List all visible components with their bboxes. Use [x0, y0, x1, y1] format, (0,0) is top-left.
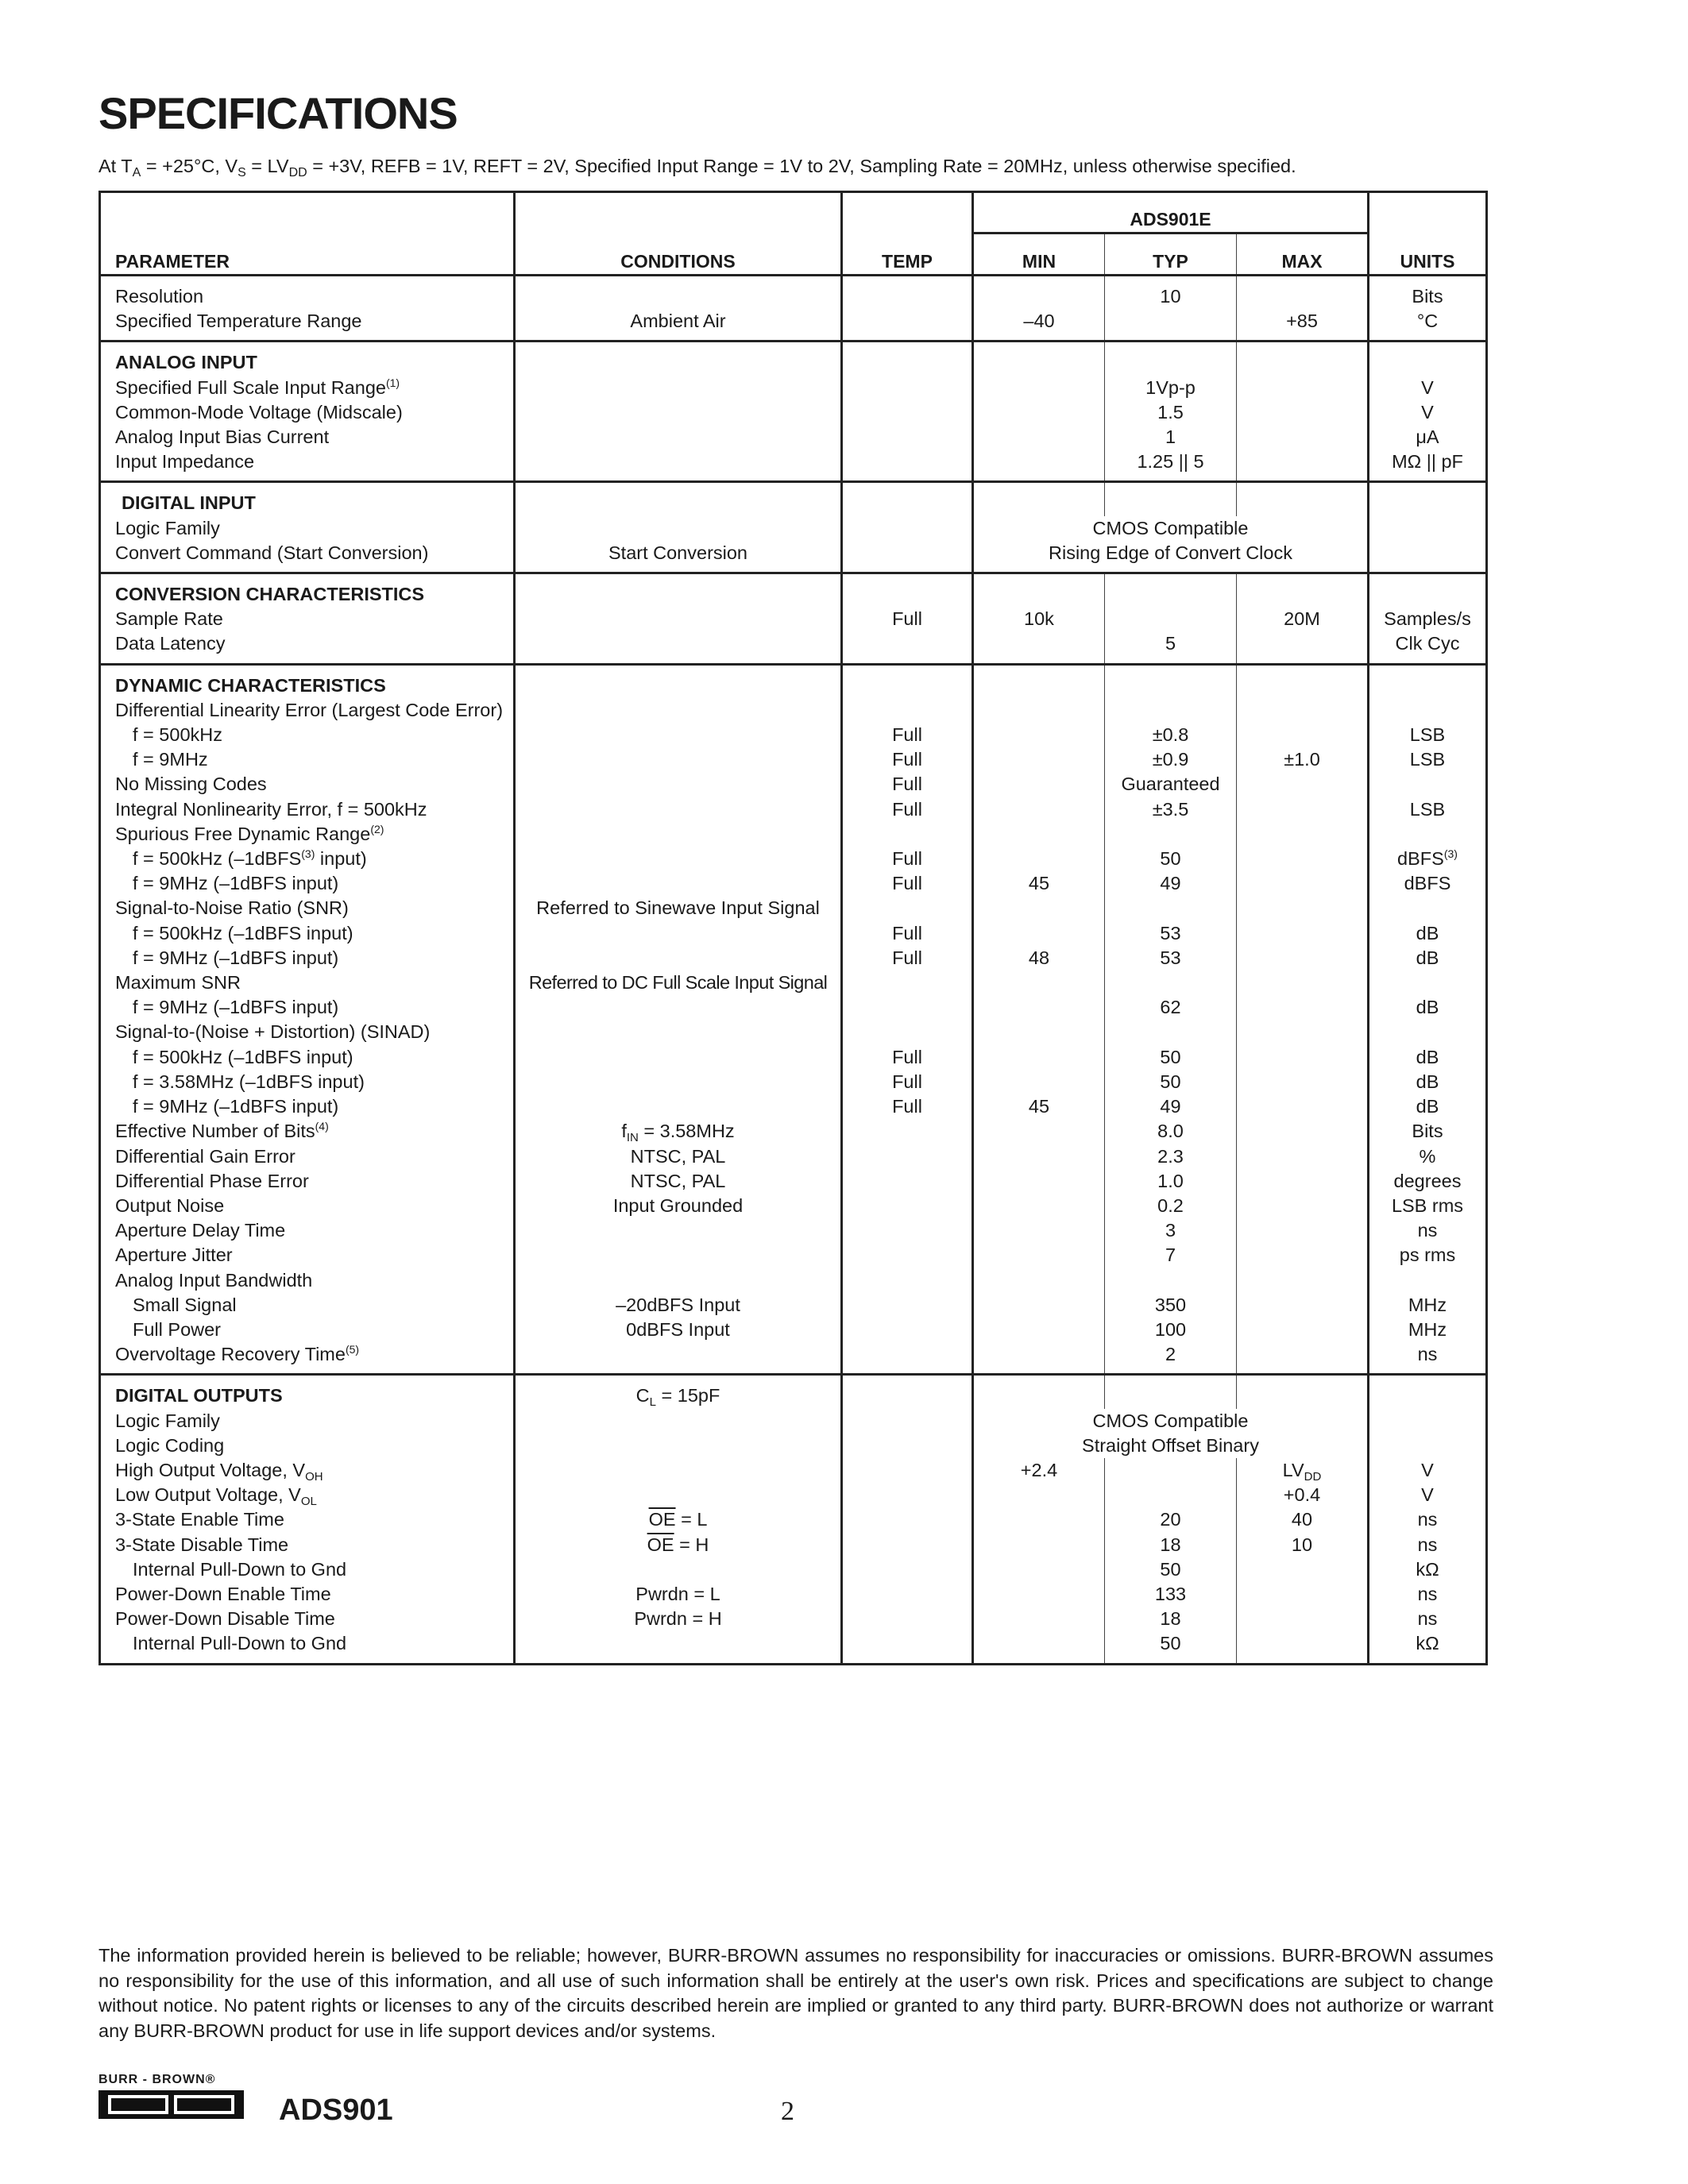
section-heading: DIGITAL INPUT: [100, 482, 1487, 516]
table-row: Logic Coding Straight Offset Binary: [100, 1433, 1487, 1458]
table-row: Full Power 0dBFS Input 100 MHz: [100, 1318, 1487, 1342]
table-row: Analog Input Bandwidth: [100, 1268, 1487, 1293]
burr-brown-logo: [98, 2073, 253, 2120]
table-row: Aperture Delay Time 3 ns: [100, 1218, 1487, 1243]
table-row: Analog Input Bias Current 1 μA: [100, 425, 1487, 450]
table-row: No Missing Codes Full Guaranteed: [100, 772, 1487, 797]
section-heading: DYNAMIC CHARACTERISTICS: [100, 664, 1487, 698]
disclaimer: The information provided herein is believed to be reliable; however, BURR-BROWN assumes no responsibility for inaccuracies or omissions. BURR-BROWN assumes no responsibility for the use of this information, and all use of such information shall be entirely at the user's own risk. Prices and specifications are subject to change without notice. No patent rights or licenses to any of the circuits described herein are implied or granted to any third party. BURR-BROWN does not authorize or warrant any BURR-BROWN product for use in life support devices and/or systems.: [98, 1945, 1493, 2041]
table-row: Data Latency 5 Clk Cyc: [100, 631, 1487, 664]
table-row: f = 500kHz (–1dBFS$^{(3)}$ input) Full 50 dBFS$^{(3)}$: [100, 847, 1487, 871]
table-row: f = 500kHz (–1dBFS input) Full 50 dB: [100, 1045, 1487, 1070]
table-row: Differential Phase Error NTSC, PAL 1.0 degrees: [100, 1169, 1487, 1194]
table-row: Aperture Jitter 7 ps rms: [100, 1243, 1487, 1268]
units-header: UNITS: [1369, 233, 1487, 276]
table-row: Spurious Free Dynamic Range$^{(2)}$: [100, 822, 1487, 847]
section-heading: CONVERSION CHARACTERISTICS: [100, 573, 1487, 608]
min-header: MIN: [973, 233, 1105, 276]
table-row: Logic Family CMOS Compatible: [100, 1409, 1487, 1433]
page-number: 2: [781, 2097, 794, 2126]
table-row: Power-Down Disable Time Pwrdn = H 18 ns: [100, 1607, 1487, 1631]
section-heading: DIGITAL OUTPUTS $C_L = 15pF$: [100, 1375, 1487, 1409]
table-row: f = 500kHz Full ±0.8 LSB: [100, 723, 1487, 747]
section-conversion: [100, 573, 1487, 665]
table-header: [100, 192, 1487, 276]
table-row: f = 9MHz Full ±0.9 ±1.0 LSB: [100, 747, 1487, 772]
part-number: ADS901: [279, 2093, 393, 2127]
table-row: Input Impedance 1.25 || 5 MΩ || pF: [100, 450, 1487, 482]
table-row: Differential Linearity Error (Largest Code Error): [100, 698, 1487, 723]
table-row: f = 500kHz (–1dBFS input) Full 53 dB: [100, 921, 1487, 946]
table-row: Logic Family CMOS Compatible: [100, 516, 1487, 541]
parameter-header: PARAMETER: [100, 233, 515, 276]
table-row: Small Signal –20dBFS Input 350 MHz: [100, 1293, 1487, 1318]
table-row: Resolution 10 Bits: [100, 276, 1487, 310]
max-header: MAX: [1237, 233, 1369, 276]
logo-text: BURR - BROWN®: [98, 2073, 216, 2086]
table-row: Signal-to-(Noise + Distortion) (SINAD): [100, 1020, 1487, 1044]
table-row: f = 9MHz (–1dBFS input) Full 48 53 dB: [100, 946, 1487, 970]
section-digital-input: [100, 482, 1487, 573]
section-analog-input: [100, 341, 1487, 482]
section-heading: ANALOG INPUT: [100, 341, 1487, 376]
device-header: ADS901E: [973, 192, 1369, 233]
page-title: SPECIFICATIONS: [98, 88, 458, 138]
table-row: Specified Temperature Range Ambient Air –40 +85 °C: [100, 309, 1487, 341]
temp-header: TEMP: [842, 233, 973, 276]
table-row: High Output Voltage, $V_{OH}$ +2.4 $LV_{DD}$ V: [100, 1458, 1487, 1483]
table-row: f = 3.58MHz (–1dBFS input) Full 50 dB: [100, 1070, 1487, 1094]
table-row: Low Output Voltage, $V_{OL}$ +0.4 V: [100, 1483, 1487, 1507]
table-row: f = 9MHz (–1dBFS input) Full 45 49 dBFS: [100, 871, 1487, 896]
table-row: Internal Pull-Down to Gnd 50 kΩ: [100, 1631, 1487, 1664]
header-blank: [100, 192, 515, 233]
table-row: Convert Command (Start Conversion) Start Conversion Rising Edge of Convert Clock: [100, 541, 1487, 573]
table-row: 3-State Disable Time $\overline{OE} = H$ 18 10 ns: [100, 1533, 1487, 1557]
conditions-header: CONDITIONS: [515, 233, 842, 276]
table-row: Common-Mode Voltage (Midscale) 1.5 V: [100, 400, 1487, 425]
table-row: f = 9MHz (–1dBFS input) 62 dB: [100, 995, 1487, 1020]
table-row: Output Noise Input Grounded 0.2 LSB rms: [100, 1194, 1487, 1218]
table-row: Effective Number of Bits$^{(4)}$ $f_{IN} = 3.58MHz$ 8.0 Bits: [100, 1119, 1487, 1144]
section-digital-outputs: [100, 1375, 1487, 1664]
table-row: Signal-to-Noise Ratio (SNR) Referred to Sinewave Input Signal: [100, 896, 1487, 920]
test-conditions: At $T_A = +25^\circ C$, $V_S = LV_{DD} = +3V$, REFB = 1V, REFT = 2V, Specified Input Range = 1V to 2V, Sampling Rate = 20MHz, unless otherwise specified.: [98, 156, 1296, 179]
table-row: Integral Nonlinearity Error, f = 500kHz Full ±3.5 LSB: [100, 797, 1487, 822]
table-row: Specified Full Scale Input Range$^{(1)}$ 1Vp-p V: [100, 376, 1487, 400]
typ-header: TYP: [1105, 233, 1237, 276]
table-row: 3-State Enable Time $\overline{OE} = L$ 20 40 ns: [100, 1507, 1487, 1532]
table-row: Internal Pull-Down to Gnd 50 kΩ: [100, 1557, 1487, 1582]
table-row: Maximum SNR Referred to DC Full Scale Input Signal: [100, 970, 1487, 995]
section-dynamic: [100, 664, 1487, 1375]
section-general: [100, 276, 1487, 341]
specifications-table: [98, 191, 1488, 1665]
table-row: Overvoltage Recovery Time$^{(5)}$ 2 ns: [100, 1342, 1487, 1375]
table-row: Power-Down Enable Time Pwrdn = L 133 ns: [100, 1582, 1487, 1607]
table-row: Sample Rate Full 10k 20M Samples/s: [100, 607, 1487, 631]
bb-logo-icon: [98, 2090, 244, 2119]
table-row: f = 9MHz (–1dBFS input) Full 45 49 dB: [100, 1094, 1487, 1119]
table-row: Differential Gain Error NTSC, PAL 2.3 %: [100, 1144, 1487, 1169]
